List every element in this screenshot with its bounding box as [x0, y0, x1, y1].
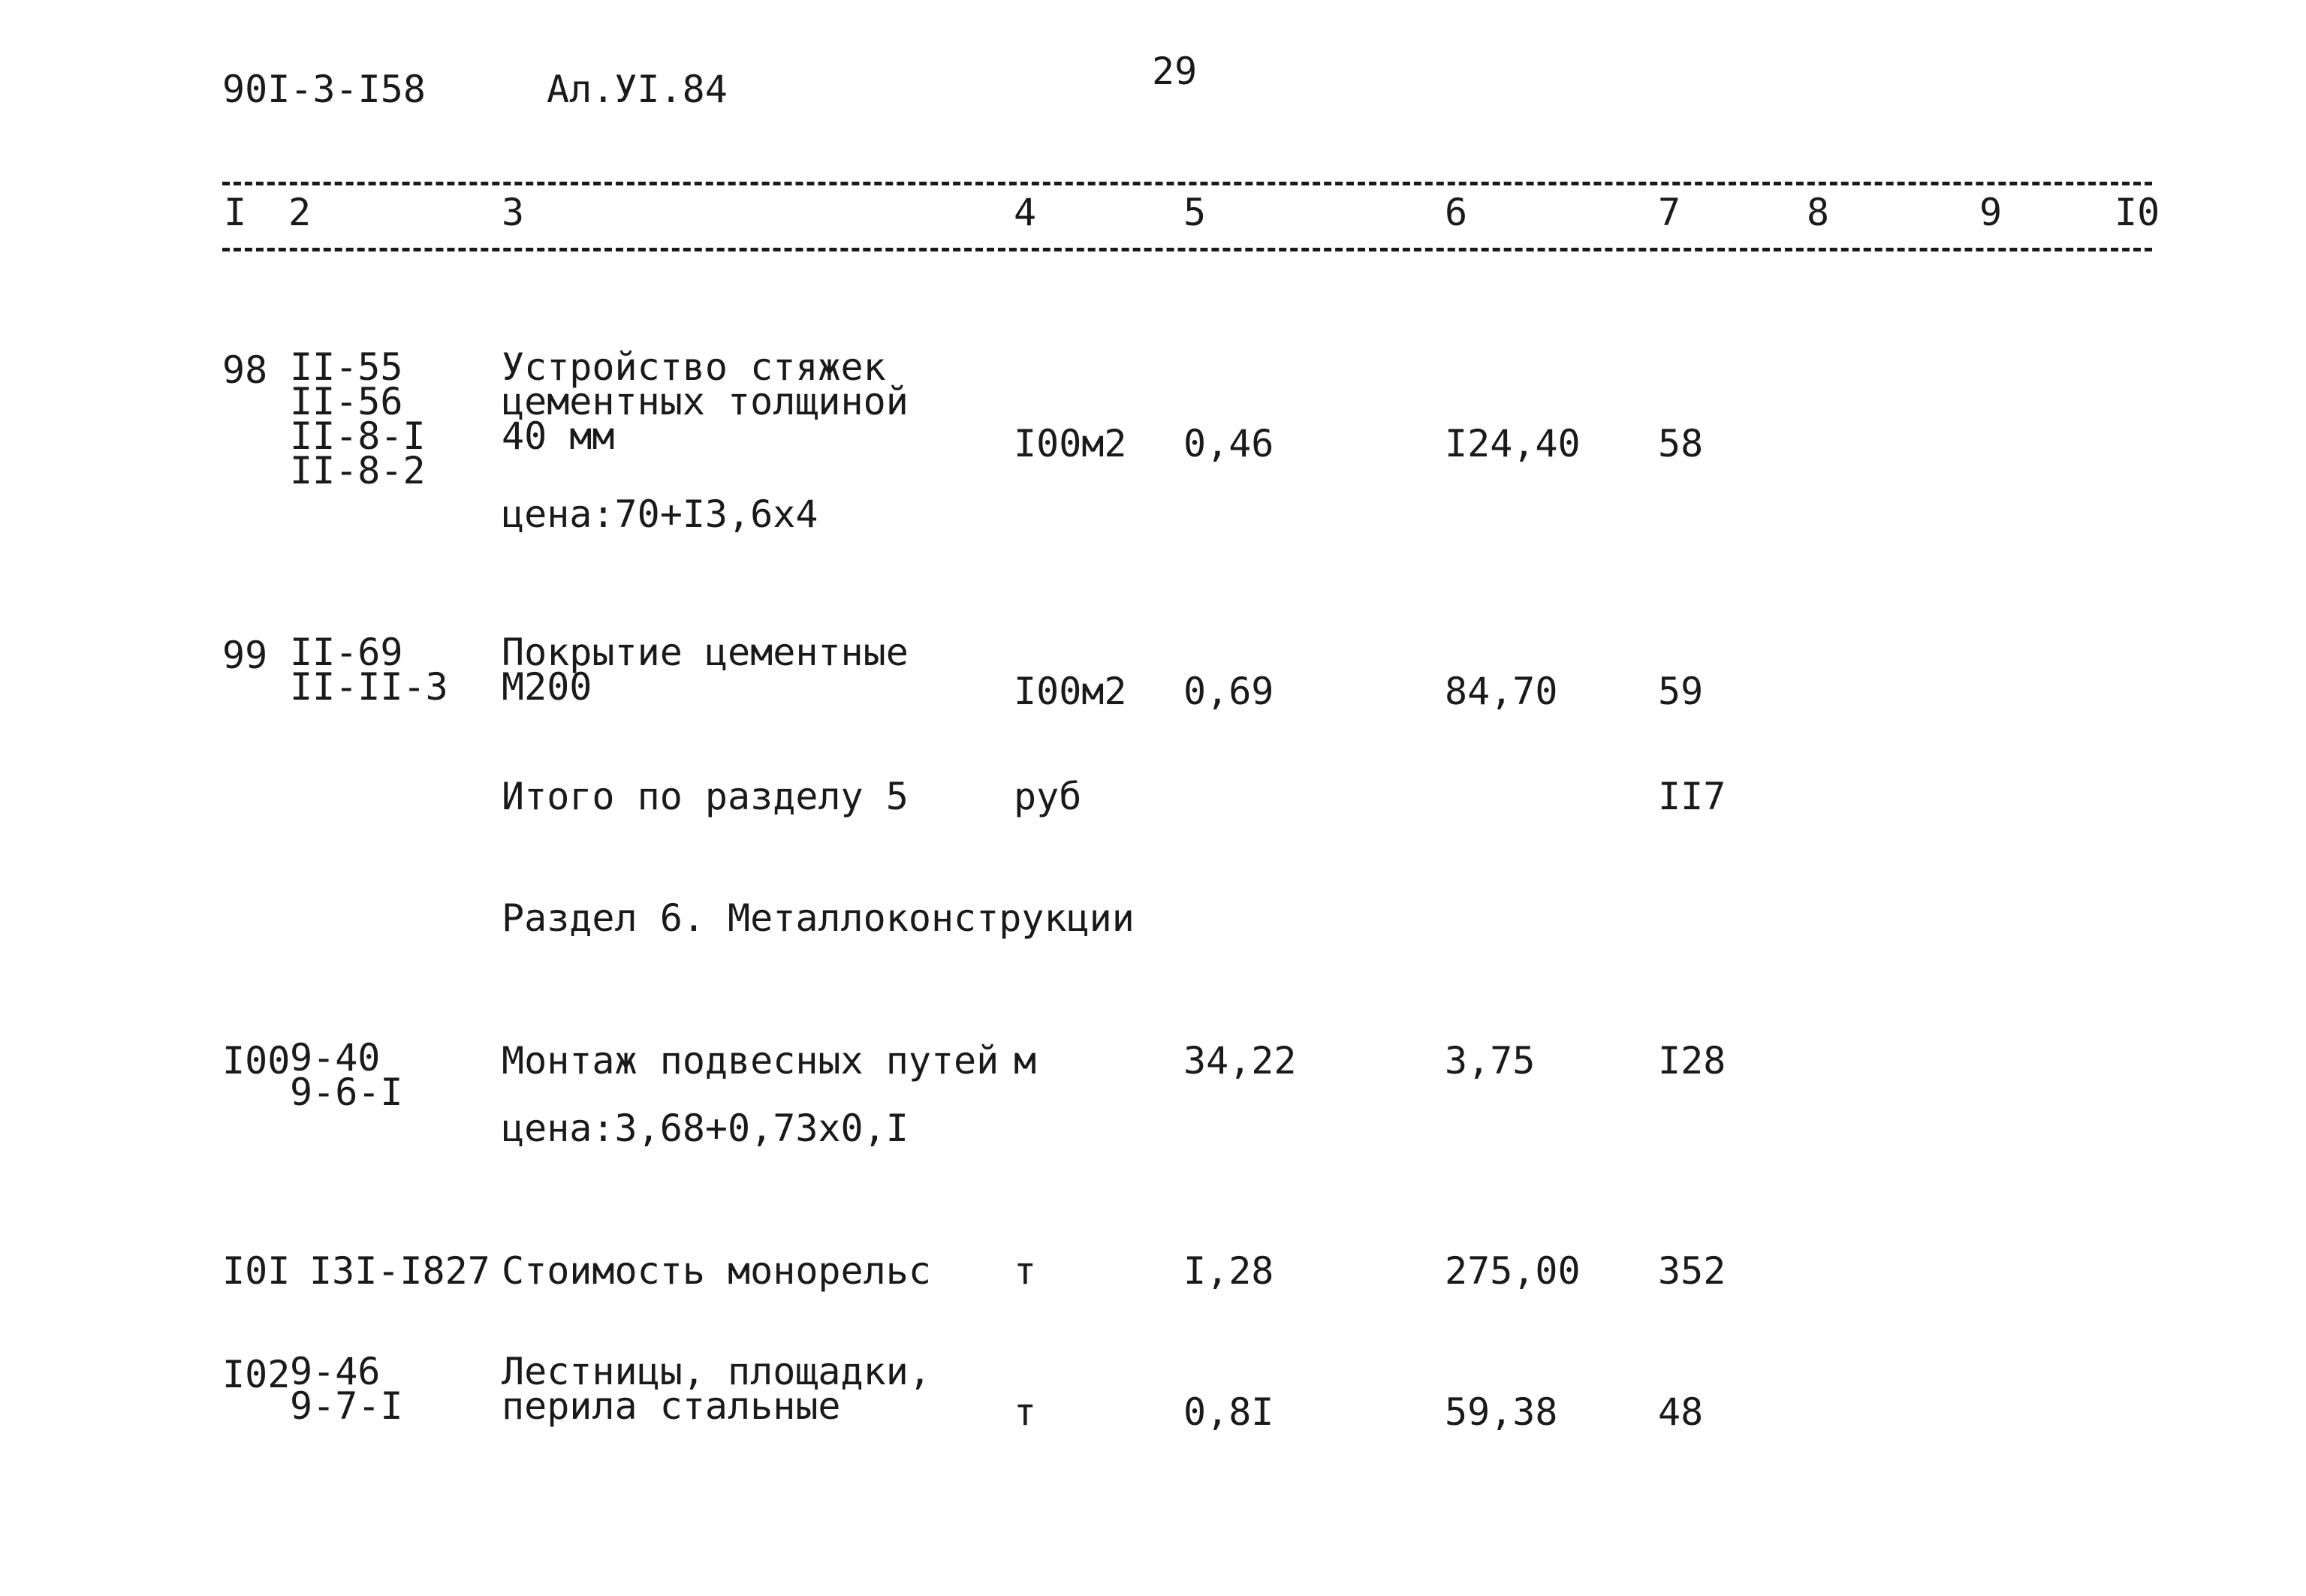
row-98-unit-price: I24,40 — [1445, 422, 1581, 465]
album-number: Ал.УI.84 — [547, 68, 728, 111]
row-98-code-1: II-55 — [290, 345, 403, 389]
row-102-unit-price: 59,38 — [1445, 1390, 1558, 1434]
row-102-total: 48 — [1658, 1390, 1704, 1434]
row-100-total: I28 — [1658, 1039, 1726, 1083]
row-101-number: I0I — [222, 1249, 291, 1293]
column-header-3: 3 — [502, 191, 525, 234]
row-100-unit: м — [1014, 1039, 1037, 1083]
row-98-codes — [290, 345, 426, 492]
row-101-description: Стоимость монорельс — [502, 1249, 931, 1293]
column-header-5: 5 — [1183, 191, 1207, 234]
row-99-code-1: II-69 — [290, 631, 403, 674]
column-header-9: 9 — [1979, 191, 2003, 234]
column-header-10: I0 — [2115, 191, 2160, 234]
row-101-code: I3I-I827 — [309, 1249, 490, 1293]
row-99-quantity: 0,69 — [1183, 670, 1274, 713]
row-100-code-1: 9-40 — [290, 1036, 381, 1080]
row-98-code-2: II-56 — [290, 380, 403, 423]
row-102-quantity: 0,8I — [1183, 1390, 1274, 1434]
row-102-code-1: 9-46 — [290, 1350, 381, 1393]
row-102-description-line-1: Лестницы, площадки, — [502, 1350, 931, 1393]
row-102-code-2: 9-7-I — [290, 1384, 403, 1428]
page-number: 29 — [1152, 50, 1198, 93]
row-102-description-line-2: перила стальные — [502, 1384, 841, 1428]
row-98-code-4: II-8-2 — [290, 449, 426, 492]
column-header-8: 8 — [1807, 191, 1830, 234]
column-header-6: 6 — [1445, 191, 1468, 234]
row-100-price-note: цена:3,68+0,73x0,I — [502, 1107, 909, 1150]
row-98-description — [502, 345, 909, 458]
row-100-number: I00 — [222, 1039, 291, 1083]
column-header-7: 7 — [1658, 191, 1681, 234]
row-100-code-2: 9-6-I — [290, 1071, 403, 1114]
subtotal-label: Итого по разделу 5 — [502, 775, 909, 818]
row-100-description: Монтаж подвесных путей — [502, 1039, 999, 1083]
row-98-quantity: 0,46 — [1183, 422, 1274, 465]
row-99-code-2: II-II-3 — [290, 665, 448, 709]
document-code: 90I-3-I58 — [222, 68, 426, 111]
row-99-description-line-2: М200 — [502, 665, 592, 709]
row-98-description-line-3: 40 мм — [502, 414, 615, 458]
row-98-unit: I00м2 — [1014, 422, 1127, 465]
row-102-description — [502, 1350, 931, 1428]
subtotal-total: II7 — [1658, 775, 1726, 818]
row-101-total: 352 — [1658, 1249, 1726, 1293]
row-98-number: 98 — [222, 348, 268, 392]
row-99-number: 99 — [222, 634, 268, 677]
row-102-number: I02 — [222, 1353, 291, 1396]
row-100-quantity: 34,22 — [1183, 1039, 1297, 1083]
row-100-unit-price: 3,75 — [1445, 1039, 1536, 1083]
row-102-codes — [290, 1350, 403, 1428]
row-98-price-note: цена:70+I3,6x4 — [502, 492, 818, 536]
row-98-description-line-1: Устройство стяжек — [502, 345, 886, 389]
row-99-description-line-1: Покрытие цементные — [502, 631, 909, 674]
section-title: Раздел 6. Металлоконструкции — [502, 896, 1135, 940]
row-101-quantity: I,28 — [1183, 1249, 1274, 1293]
row-102-unit: т — [1014, 1390, 1037, 1434]
row-101-unit: т — [1014, 1249, 1037, 1293]
row-99-description — [502, 631, 909, 709]
row-98-total: 58 — [1658, 422, 1704, 465]
subtotal-unit: руб — [1014, 775, 1082, 818]
header-top-rule — [222, 182, 2152, 185]
header-bottom-rule — [222, 248, 2152, 251]
column-header-2: 2 — [288, 191, 312, 234]
column-header-4: 4 — [1014, 191, 1037, 234]
row-101-unit-price: 275,00 — [1445, 1249, 1581, 1293]
row-99-unit: I00м2 — [1014, 670, 1127, 713]
row-98-code-3: II-8-I — [290, 414, 426, 458]
row-98-description-line-2: цементных толщиной — [502, 380, 909, 423]
column-header-1: I — [224, 191, 247, 234]
row-99-unit-price: 84,70 — [1445, 670, 1558, 713]
row-100-codes — [290, 1036, 403, 1114]
row-99-total: 59 — [1658, 670, 1704, 713]
row-99-codes — [290, 631, 448, 709]
